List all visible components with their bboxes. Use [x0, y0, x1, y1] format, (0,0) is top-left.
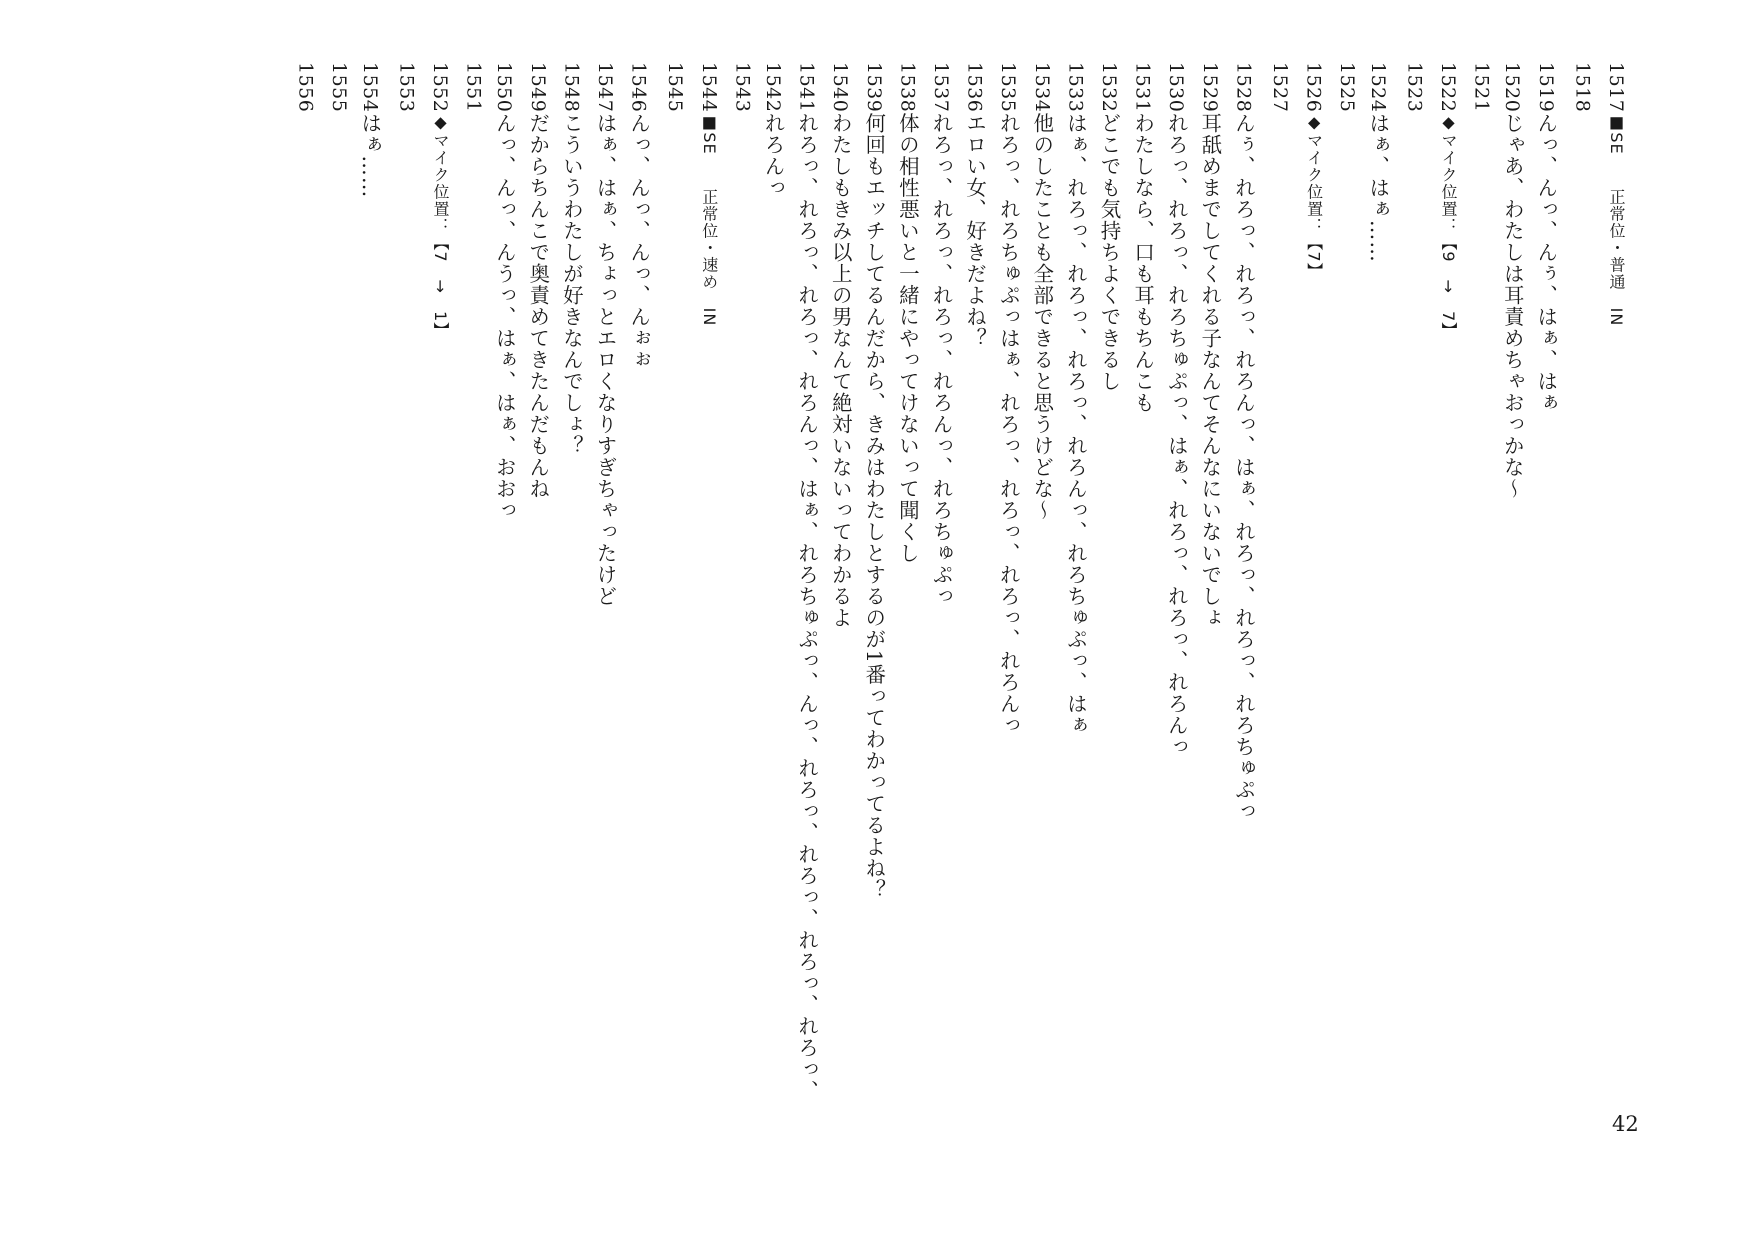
line-number: 1528: [1232, 62, 1255, 113]
line-number: 1551: [462, 62, 485, 113]
line-number: 1539: [862, 62, 885, 113]
line-number: 1540: [829, 62, 852, 113]
line-number: 1549: [526, 62, 549, 113]
line-number: 1538: [896, 62, 919, 113]
line-number: 1554: [358, 62, 381, 113]
line-text: わたしもきみ以上の男なんて絶対いないってわかるよ: [828, 112, 853, 629]
line-text: れろっ、れろっ、れろちゅぷっ、はぁ、れろっ、れろっ、れろんっ: [1164, 112, 1189, 758]
line-text: 耳舐めまでしてくれる子なんてそんなにいないでしょ: [1197, 112, 1222, 629]
line-text: はぁ、はぁ……: [1365, 112, 1390, 263]
line-number: 1530: [1165, 62, 1188, 113]
line-number: 1545: [664, 62, 687, 113]
line-text: 他のしたことも全部できると思うけどな～: [1029, 112, 1054, 521]
line-number: 1526: [1302, 62, 1325, 113]
cue-text: ◆マイク位置：【7 → 1】: [431, 112, 450, 340]
line-text: れろんっ: [761, 112, 785, 199]
line-text: れろっ、れろっ、れろっ、れろんっ、れろちゅぷっ: [929, 112, 953, 607]
line-text: はぁ、れろっ、れろっ、れろっ、れろんっ、れろちゅぷっ、はぁ: [1063, 112, 1088, 736]
cue-text: ◆マイク位置：【7】: [1304, 112, 1324, 280]
line-number: 1552: [429, 62, 451, 113]
line-number: 1546: [627, 62, 650, 113]
line-number: 1519: [1534, 62, 1557, 113]
line-number: 1550: [493, 62, 516, 113]
cue-text: ■SE 正常位・速め IN: [699, 112, 719, 327]
script-line: [278, 62, 318, 1122]
line-text: エロい女、好きだよね？: [962, 112, 987, 349]
line-text: はぁ……: [357, 112, 382, 199]
line-text: 体の相性悪いと一緒にやってけないって聞くし: [895, 112, 920, 564]
line-text: わたしなら、口も耳もちんこも: [1130, 112, 1155, 414]
line-number: 1553: [395, 62, 418, 113]
line-text: どこでも気持ちよくできるし: [1097, 112, 1121, 392]
line-number: 1529: [1198, 62, 1221, 113]
line-number: 1525: [1336, 62, 1359, 113]
line-number: 1542: [762, 62, 784, 113]
line-number: 1544: [697, 62, 720, 113]
line-number: 1524: [1366, 62, 1389, 113]
line-text: んぅ、れろっ、れろっ、れろんっ、はぁ、れろっ、れろっ、れろちゅぷっ: [1231, 112, 1256, 822]
line-text: はぁ、はぁ、ちょっとエロくなりすぎちゃったけど: [593, 112, 617, 607]
line-number: 1555: [328, 62, 351, 113]
line-number: 1543: [731, 62, 754, 113]
line-number: 1547: [594, 62, 616, 113]
line-number: 1556: [294, 62, 317, 113]
line-text: だからちんこで奥責めてきたんだもんね: [525, 112, 550, 500]
cue-text: ◆マイク位置：【9 → 7】: [1439, 112, 1458, 340]
line-number: 1518: [1571, 62, 1594, 113]
line-number: 1537: [930, 62, 952, 113]
line-number: 1541: [795, 62, 818, 113]
line-text: こういうわたしが好きなんでしょ？: [559, 112, 584, 457]
cue-text: ■SE 正常位・普通 IN: [1607, 112, 1626, 327]
line-number: 1535: [997, 62, 1020, 113]
line-text: れろっ、れろっ、れろっ、れろんっ、はぁ、れろちゅぷっ、んっ、れろっ、れろっ、れろっ、れろっ、: [794, 112, 819, 1102]
line-number: 1548: [560, 62, 583, 113]
line-text: んっ、んっ、んうっ、はぁ、はぁ、おおっ: [492, 112, 517, 521]
line-text: じゃあ、わたしは耳責めちゃおっかな～: [1500, 112, 1525, 500]
line-number: 1527: [1269, 62, 1291, 113]
line-number: 1531: [1131, 62, 1154, 113]
line-number: 1523: [1403, 62, 1426, 113]
line-number: 1533: [1064, 62, 1087, 113]
line-text: れろっ、れろちゅぷっはぁ、れろっ、れろっ、れろっ、れろんっ: [996, 112, 1021, 736]
line-number: 1517: [1605, 62, 1627, 113]
line-number: 1522: [1437, 62, 1459, 113]
line-number: 1532: [1098, 62, 1120, 113]
line-number: 1521: [1470, 62, 1493, 113]
page-number: 42: [1612, 1112, 1639, 1136]
line-text: んっ、んっ、んっ、んぉぉ: [626, 112, 651, 371]
line-number: 1534: [1030, 62, 1053, 113]
line-number: 1520: [1501, 62, 1524, 113]
line-text: 何回もエッチしてるんだから、きみはわたしとするのが1番ってわかってるよね？: [861, 112, 886, 901]
line-text: んっ、んっ、んぅ、はぁ、はぁ: [1533, 112, 1558, 414]
line-number: 1536: [963, 62, 986, 113]
